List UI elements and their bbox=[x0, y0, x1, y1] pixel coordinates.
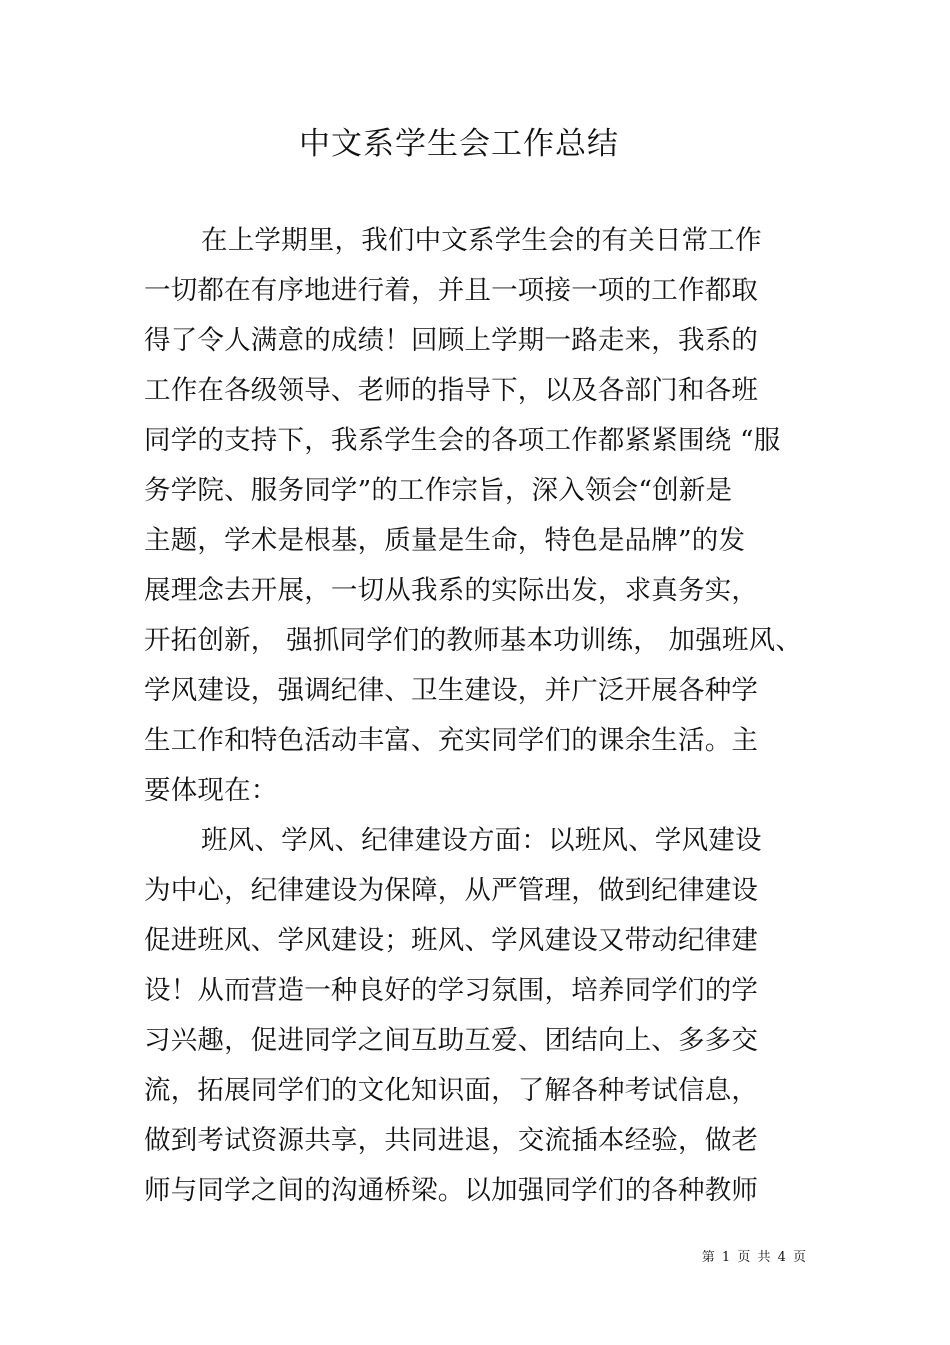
page-number-footer: 第 1 页 共 4 页 bbox=[701, 1250, 806, 1265]
text-line: 工作在各级领导、老师的指导下，以及各部门和各班 bbox=[144, 375, 759, 406]
text-line: 务学院、服务同学”的工作宗旨，深入领会“创新是 bbox=[144, 475, 733, 506]
text-line: 生工作和特色活动丰富、充实同学们的课余生活。主 bbox=[144, 725, 759, 756]
text-line: 做到考试资源共享，共同进退，交流插本经验，做老 bbox=[144, 1125, 759, 1156]
body-text bbox=[144, 216, 824, 1216]
text-line: 得了令人满意的成绩！回顾上学期一路走来，我系的 bbox=[144, 325, 759, 356]
text-line: 师与同学之间的沟通桥梁。以加强同学们的各种教师 bbox=[144, 1175, 759, 1206]
text-line: 一切都在有序地进行着，并且一项接一项的工作都取 bbox=[144, 275, 759, 306]
text-line: 习兴趣，促进同学之间互助互爱、团结向上、多多交 bbox=[144, 1025, 759, 1056]
text-line: 为中心，纪律建设为保障，从严管理，做到纪律建设 bbox=[144, 875, 759, 906]
text-line: 促进班风、学风建设；班风、学风建设又带动纪律建 bbox=[144, 925, 759, 956]
text-line: 开拓创新， 强抓同学们的教师基本功训练， 加强班风、 bbox=[144, 625, 803, 656]
text-line: 在上学期里，我们中文系学生会的有关日常工作 bbox=[201, 225, 762, 256]
document-title: 中文系学生会工作总结 bbox=[299, 126, 619, 162]
text-line: 学风建设，强调纪律、卫生建设，并广泛开展各种学 bbox=[144, 675, 759, 706]
text-line: 班风、学风、纪律建设方面：以班风、学风建设 bbox=[201, 825, 762, 856]
text-line: 主题，学术是根基，质量是生命，特色是品牌”的发 bbox=[144, 525, 746, 556]
text-line: 流，拓展同学们的文化知识面，了解各种考试信息， bbox=[144, 1075, 759, 1106]
text-line: 要体现在： bbox=[144, 775, 278, 806]
text-line: 设！从而营造一种良好的学习氛围，培养同学们的学 bbox=[144, 975, 759, 1006]
text-line: 同学的支持下，我系学生会的各项工作都紧紧围绕 “服 bbox=[144, 425, 781, 456]
text-line: 展理念去开展，一切从我系的实际出发，求真务实， bbox=[144, 575, 759, 606]
